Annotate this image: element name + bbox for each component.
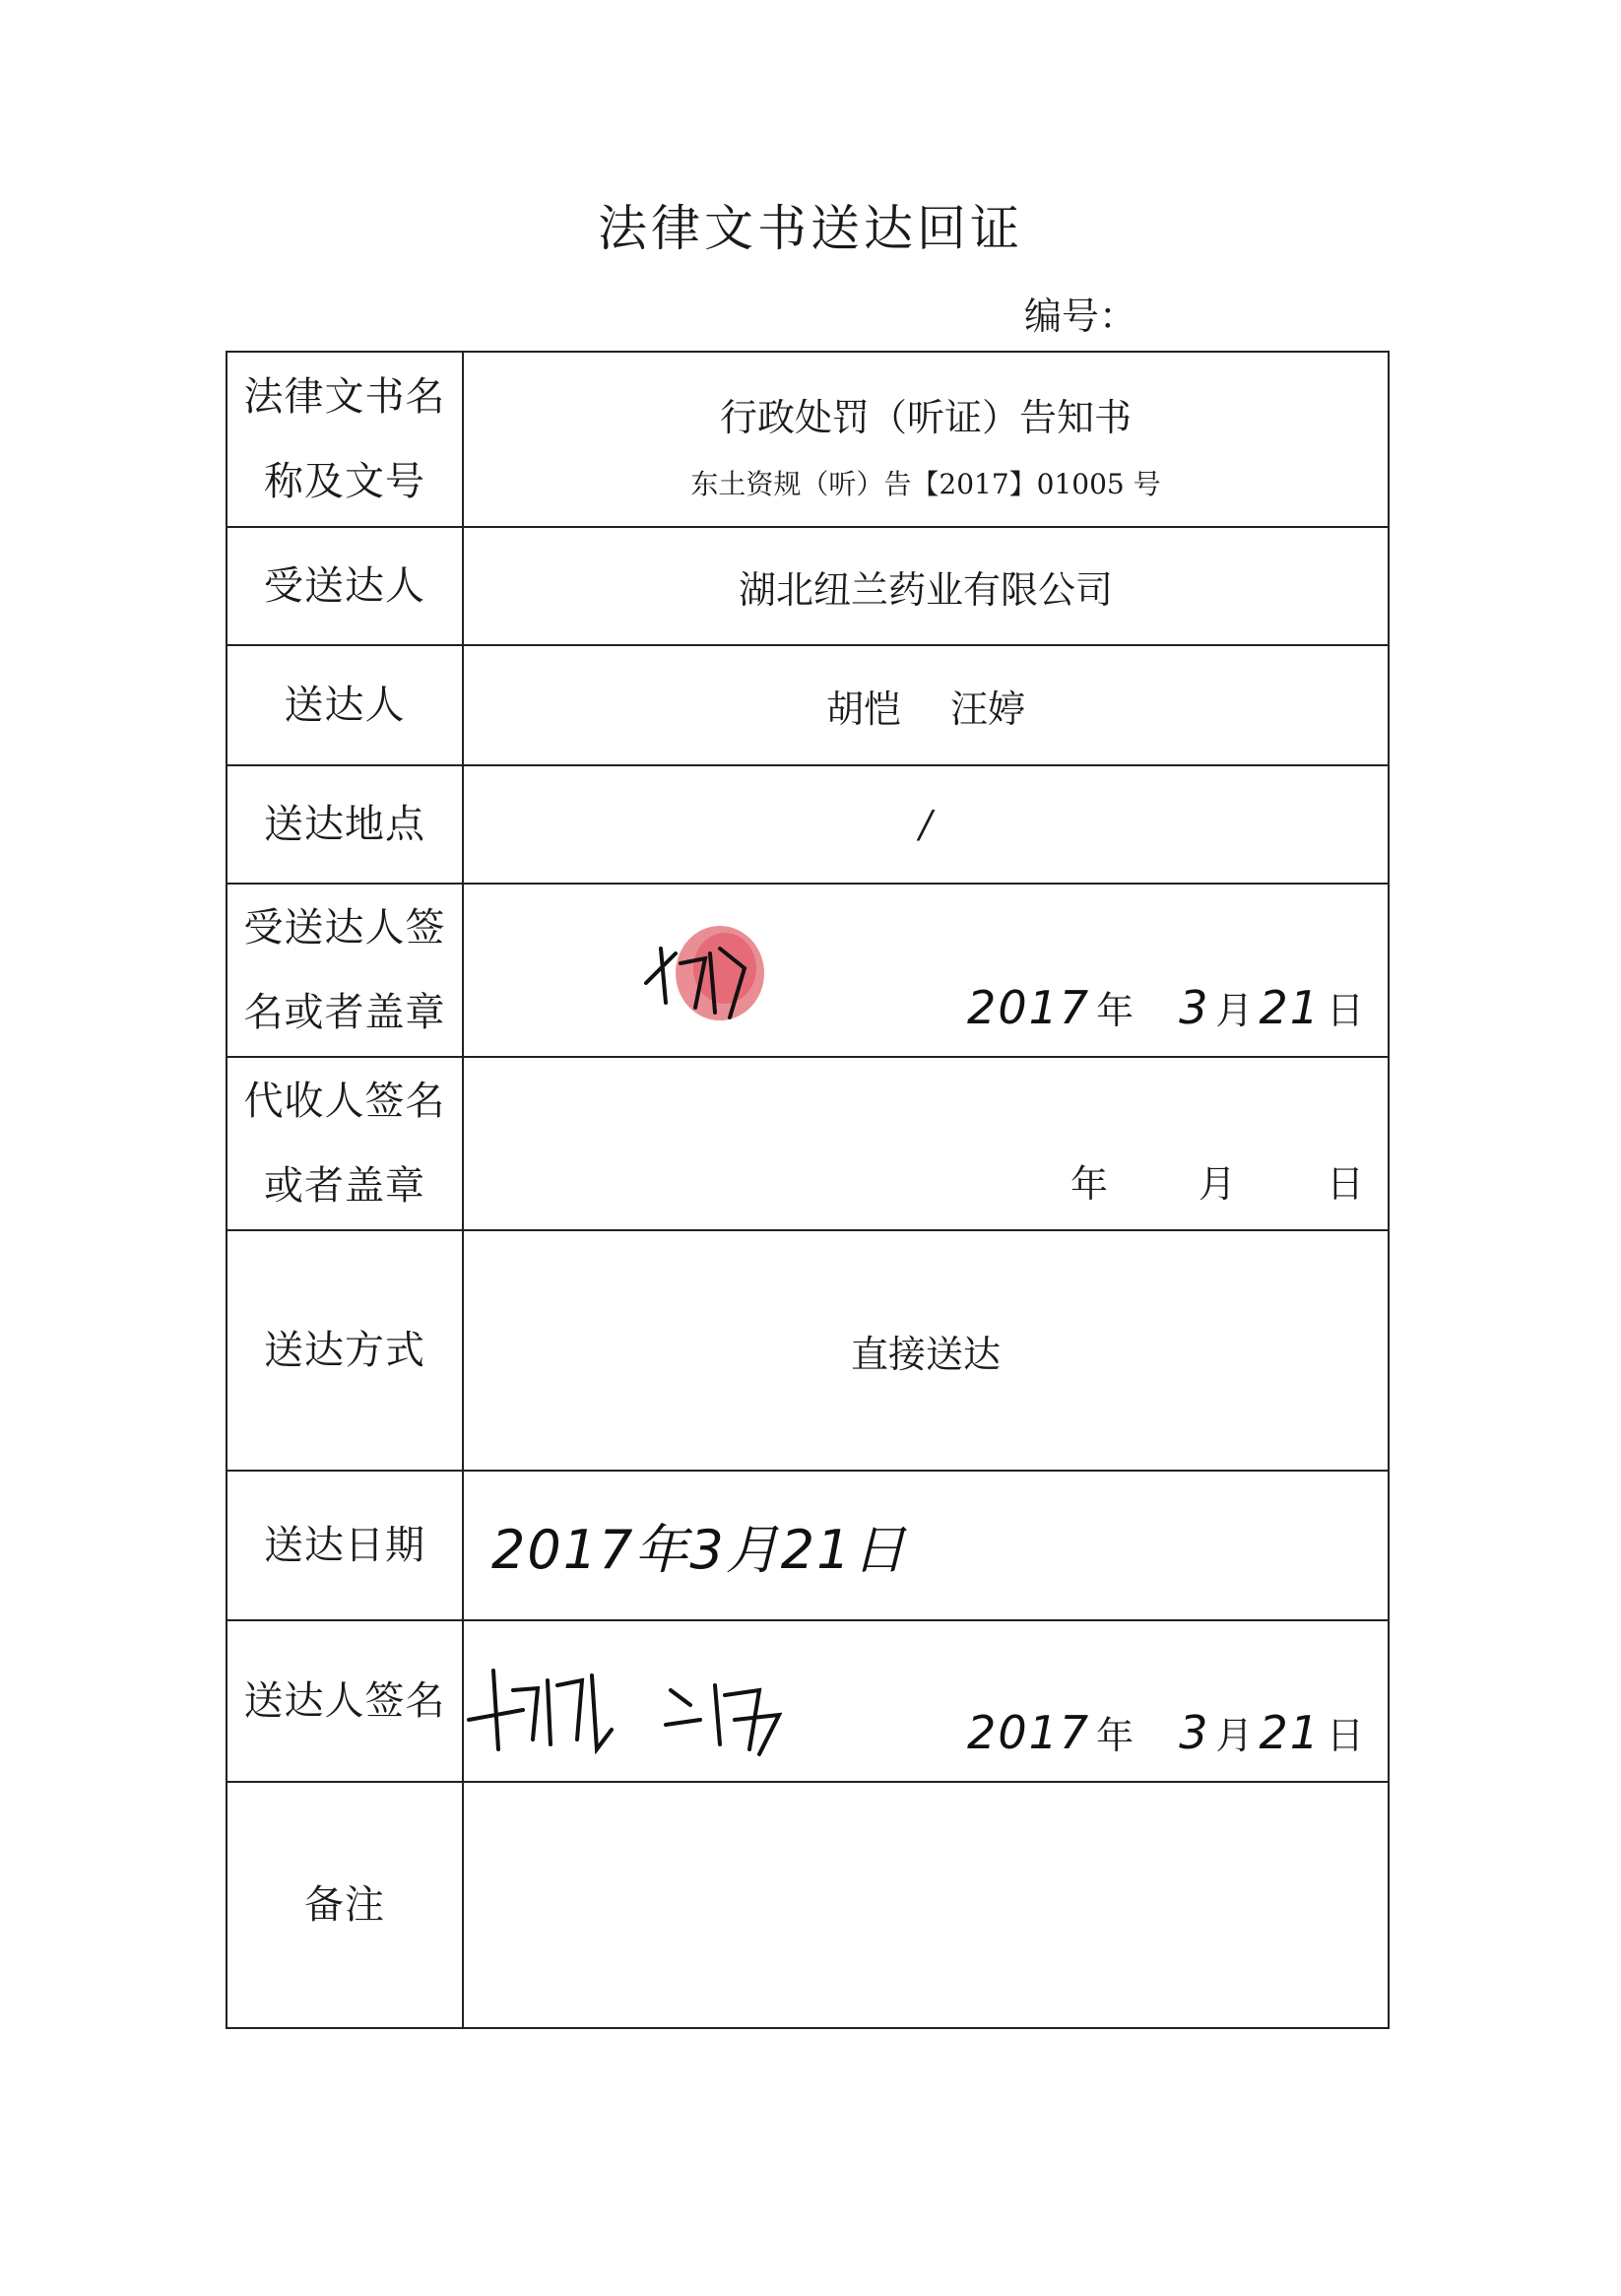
server-row [227, 645, 1389, 765]
doc-label-line1: 法律文书名 [243, 374, 446, 420]
server-sign-year: 2017 [967, 1706, 1091, 1759]
recipient-sign-month: 3 [1179, 981, 1210, 1034]
server-label: 送达人 [227, 645, 463, 765]
server-sign-month: 3 [1179, 1706, 1210, 1759]
server-names: 胡恺 汪婷 [825, 687, 1026, 731]
server-sign-row [227, 1620, 1389, 1782]
server-sign-month-unit: 月 [1215, 1714, 1254, 1757]
delivery-receipt-table [226, 351, 1390, 2029]
agent-sign-day-unit: 日 [1326, 1162, 1364, 1206]
agent-sign-label-line2: 或者盖章 [264, 1163, 425, 1209]
agent-sign-label-line1: 代收人签名 [243, 1079, 446, 1124]
server-value [463, 645, 1389, 765]
doc-value [463, 352, 1389, 527]
doc-label [227, 352, 463, 527]
place-value [463, 765, 1389, 884]
server-signature [464, 1651, 897, 1759]
date-handwritten: 2017年3月21日 [491, 1518, 908, 1581]
recipient-sign-year-unit: 年 [1096, 989, 1135, 1032]
remarks-value [463, 1782, 1389, 2028]
server-sign-day-unit: 日 [1326, 1714, 1364, 1757]
recipient-sign-month-unit: 月 [1215, 989, 1254, 1032]
server-sign-date [967, 1705, 1370, 1759]
recipient-sign-label-line1: 受送达人签 [243, 905, 446, 951]
doc-number: 东土资规（听）告【2017】01005 号 [690, 467, 1161, 500]
method-value [463, 1230, 1389, 1471]
agent-sign-date [1065, 1153, 1370, 1208]
method-row [227, 1230, 1389, 1471]
recipient-row [227, 527, 1389, 645]
remarks-row [227, 1782, 1389, 2028]
doc-label-line2: 称及文号 [264, 459, 425, 504]
red-seal-signature [636, 914, 774, 1042]
recipient-sign-day-unit: 日 [1326, 989, 1364, 1032]
doc-row [227, 352, 1389, 527]
document-title: 法律文书送达回证 [598, 200, 1023, 257]
place-row [227, 765, 1389, 884]
server-sign-label: 送达人签名 [227, 1620, 463, 1782]
recipient-sign-date [967, 980, 1370, 1034]
method-label: 送达方式 [227, 1230, 463, 1471]
agent-sign-row [227, 1057, 1389, 1230]
server-sign-day: 21 [1259, 1706, 1321, 1759]
number-label: 编号： [1024, 295, 1137, 338]
server-sign-year-unit: 年 [1096, 1714, 1135, 1757]
recipient-sign-row [227, 884, 1389, 1057]
date-label: 送达日期 [227, 1471, 463, 1620]
recipient-sign-day: 21 [1259, 981, 1321, 1034]
recipient-name: 湖北纽兰药业有限公司 [738, 567, 1113, 612]
doc-name: 行政处罚（听证）告知书 [719, 395, 1132, 439]
recipient-label: 受送达人 [227, 527, 463, 645]
agent-sign-year-unit: 年 [1070, 1162, 1108, 1206]
place-slash: / [919, 803, 933, 846]
place-label: 送达地点 [227, 765, 463, 884]
agent-sign-month-unit: 月 [1198, 1162, 1236, 1206]
agent-sign-label [227, 1057, 463, 1230]
server-sign-value [463, 1620, 1389, 1782]
agent-sign-value [463, 1057, 1389, 1230]
remarks-label: 备注 [227, 1782, 463, 2028]
method-text: 直接送达 [850, 1332, 1001, 1376]
recipient-sign-label-line2: 名或者盖章 [243, 990, 446, 1035]
recipient-sign-year: 2017 [967, 981, 1091, 1034]
date-row [227, 1471, 1389, 1620]
recipient-value [463, 527, 1389, 645]
recipient-sign-label [227, 884, 463, 1057]
date-value [463, 1471, 1389, 1620]
recipient-sign-value [463, 884, 1389, 1057]
